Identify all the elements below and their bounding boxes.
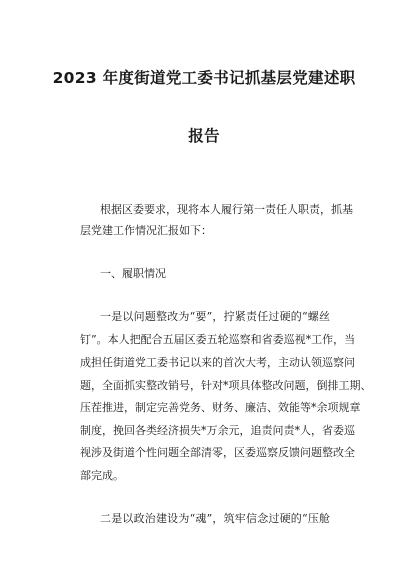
paragraph-line: 制度，挽回各类经济损失*万余元，追责问责*人，省委巡 [80, 424, 355, 437]
paragraph-line: 根据区委要求，现将本人履行第一责任人职责，抓基 [100, 203, 353, 216]
paragraph-line: 成担任街道党工委书记以来的首次大考，主动认领巡察问 [80, 356, 355, 369]
paragraph-line: 层党建工作情况汇报如下： [80, 224, 212, 237]
paragraph-line: 钉”。本人把配合五届区委五轮巡察和省委巡视*工作，当 [80, 333, 356, 346]
paragraph-line: 题，全面抓实整改销号，针对*项具体整改问题，倒排工期、 [80, 379, 372, 392]
document-title-line-1: 2023 年度街道党工委书记抓基层党建述职 [52, 69, 356, 87]
paragraph-line: 二是以政治建设为“魂”，筑牢信念过硬的“压舱 [100, 512, 330, 525]
paragraph-line: 压茬推进，制定完善党务、财务、廉洁、效能等*余项规章 [80, 401, 361, 414]
paragraph-line: 一是以问题整改为“要”，拧紧责任过硬的“螺丝 [100, 310, 330, 323]
section-heading: 一、履职情况 [100, 267, 166, 280]
paragraph-line: 部完成。 [80, 469, 124, 482]
document-title-line-2: 报告 [188, 127, 220, 145]
paragraph-line: 视涉及街道个性问题全部清零，区委巡察反馈问题整改全 [80, 446, 355, 459]
